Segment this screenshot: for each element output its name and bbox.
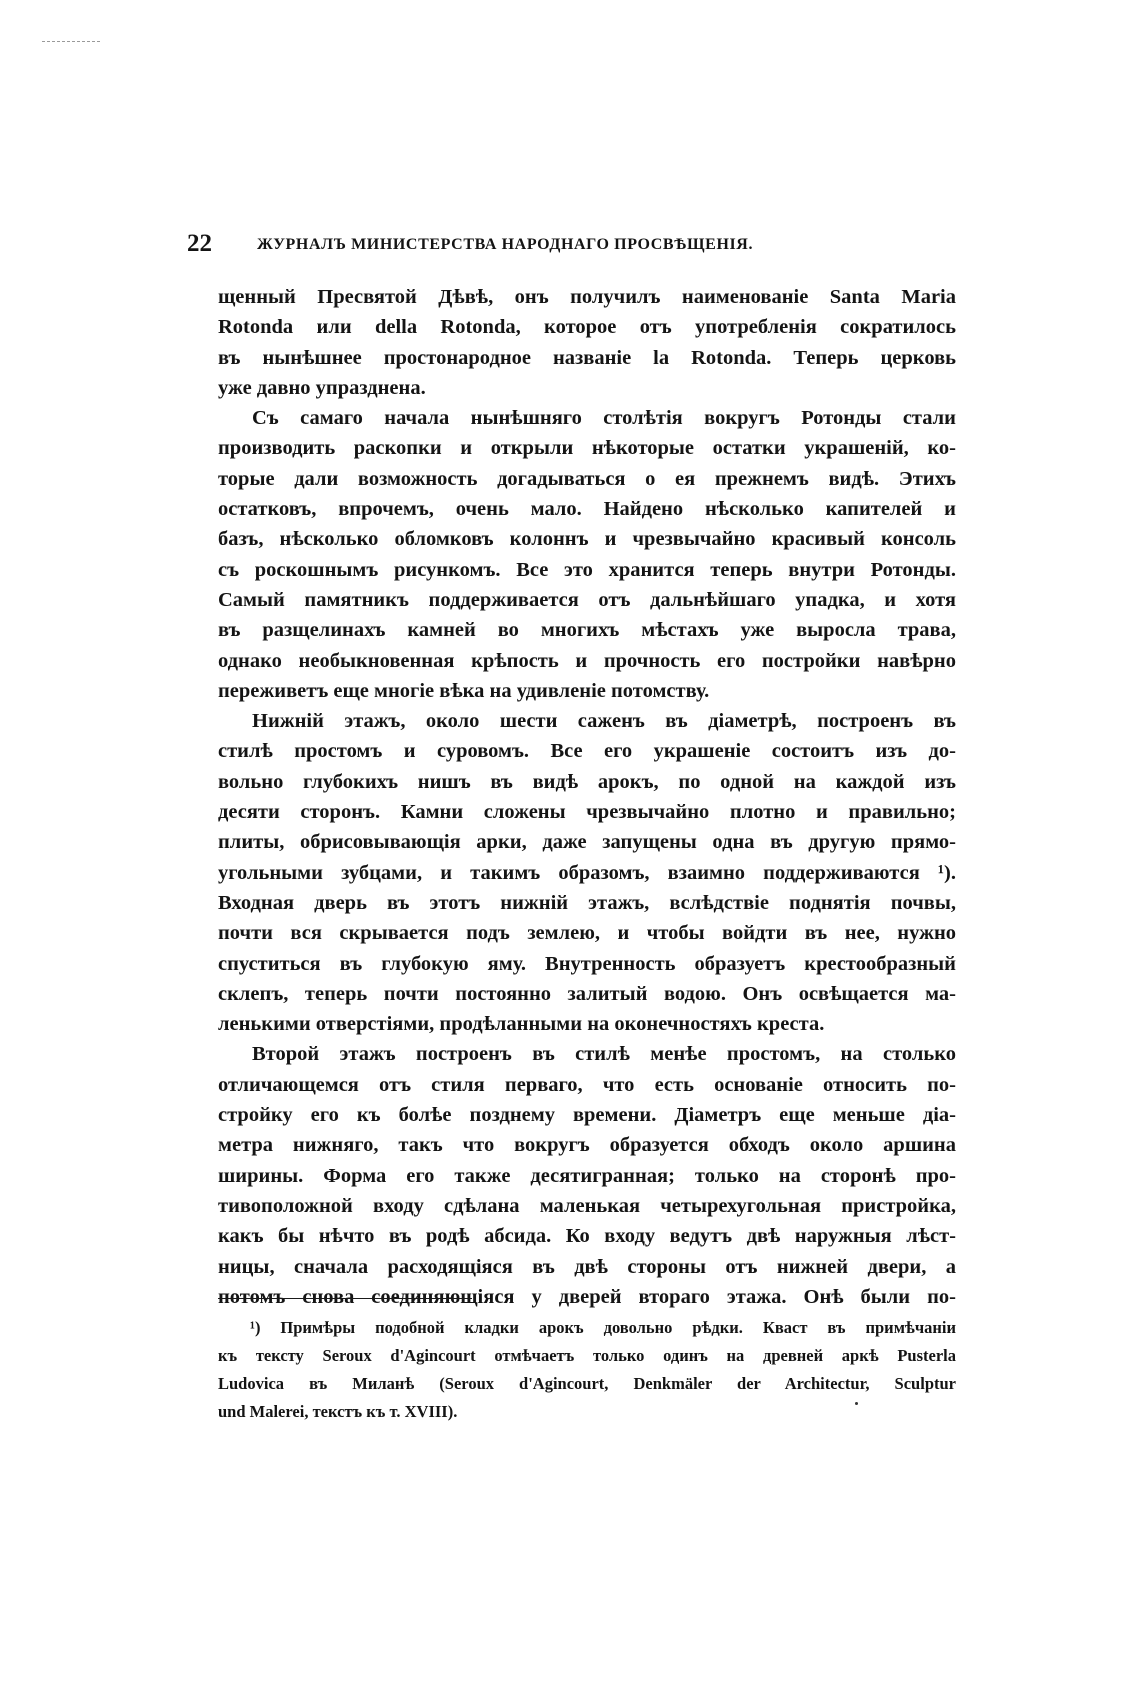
text-line: плиты, обрисовывающія арки, даже запущены одна въ другую прямо- [218, 831, 956, 854]
text-line: Второй этажъ построенъ въ стилѣ менѣе простомъ, на столько [252, 1043, 956, 1066]
text-line: Rotonda или della Rotonda, которое отъ употребленія сократилось [218, 316, 956, 339]
footnote-line: ¹) Примѣры подобной кладки арокъ довольно рѣдки. Кваст въ примѣчаніи [250, 1318, 956, 1337]
text-line: потомъ снова соединяющіяся у дверей втораго этажа. Онѣ были по- [218, 1285, 956, 1308]
text-line: угольными зубцами, и такимъ образомъ, взаимно поддерживаются ¹). [218, 861, 956, 884]
text-line: отличающемся отъ стиля перваго, что есть основаніе относить по- [218, 1073, 956, 1096]
text-line: въ разщелинахъ камней во многихъ мѣстахъ уже выросла трава, [218, 619, 956, 642]
main-text [218, 282, 956, 1312]
text-line: стилѣ простомъ и суровомъ. Все его украшеніе состоитъ изъ до- [218, 740, 956, 763]
footnote-line: къ тексту Seroux d'Agincourt отмѣчаетъ только одинъ на древней аркѣ Pusterla [218, 1346, 956, 1365]
journal-title: ЖУРНАЛЪ МИНИСТЕРСТВА НАРОДНАГО ПРОСВѢЩЕНІЯ. [257, 236, 754, 253]
text-line: ширины. Форма его также десятигранная; только на сторонѣ про- [218, 1164, 956, 1187]
text-line: щенный Пресвятой Дѣвѣ, онъ получилъ наименованіе Santa Maria [218, 286, 956, 308]
ink-speck [855, 1402, 858, 1405]
footnote-line: Ludovica въ Миланѣ (Seroux d'Agincourt, Denkmäler der Architectur, Sculptur [218, 1374, 956, 1393]
text-line: метра нижняго, такъ что вокругъ образуется обходъ около аршина [218, 1134, 956, 1157]
text-line: переживетъ еще многіе вѣка на удивленіе потомству. [218, 679, 710, 702]
footnote-divider [218, 1298, 472, 1299]
running-head [187, 226, 957, 262]
text-line: вольно глубокихъ нишъ въ видѣ арокъ, по одной на каждой изъ [218, 770, 956, 793]
text-line: почти вся скрывается подъ землею, и чтобы войдти въ нее, нужно [218, 922, 956, 945]
text-line: спуститься въ глубокую яму. Внутренность образуетъ крестообразный [218, 952, 956, 975]
text-line: однако необыкновенная крѣпость и прочность его постройки навѣрно [218, 649, 956, 672]
text-line: уже давно упразднена. [218, 376, 426, 399]
text-line: ленькими отверстіями, продѣланными на оконечностяхъ креста. [218, 1013, 825, 1036]
text-line: съ роскошнымъ рисункомъ. Все это хранится теперь внутри Ротонды. [218, 558, 956, 581]
text-line: стройку его къ болѣе позднему времени. Діаметръ еще меньше діа- [218, 1104, 956, 1127]
text-line: въ нынѣшнее простонародное названіе la Rotonda. Теперь церковь [218, 346, 956, 369]
text-line: тивоположной входу сдѣлана маленькая четырехугольная пристройка, [218, 1194, 956, 1217]
text-line: производить раскопки и открыли нѣкоторые остатки украшеній, ко- [218, 437, 956, 460]
text-line: торые дали возможность догадываться о ея прежнемъ видѣ. Этихъ [218, 467, 956, 490]
page-number: 22 [187, 230, 212, 257]
text-line: Съ самаго начала нынѣшняго столѣтія вокругъ Ротонды стали [252, 407, 956, 430]
text-line: склепъ, теперь почти постоянно залитый водою. Онъ освѣщается ма- [218, 982, 956, 1005]
text-line: Самый памятникъ поддерживается отъ дальнѣйшаго упадка, и хотя [218, 588, 956, 611]
text-line: остатковъ, впрочемъ, очень мало. Найдено нѣсколько капителей и [218, 498, 956, 521]
text-line: базъ, нѣсколько обломковъ колоннъ и чрезвычайно красивый консоль [218, 528, 956, 551]
footnote-line: und Malerei, текстъ къ т. XVIII). [218, 1402, 458, 1421]
text-line: какъ бы нѣчто въ родѣ абсида. Ко входу ведутъ двѣ наружныя лѣст- [218, 1225, 956, 1248]
text-line: Нижній этажъ, около шести саженъ въ діаметрѣ, построенъ въ [252, 710, 956, 733]
text-line: Входная дверь въ этотъ нижній этажъ, вслѣдствіе поднятія почвы, [218, 891, 956, 914]
text-line: десяти сторонъ. Камни сложены чрезвычайно плотно и правильно; [218, 801, 956, 824]
text-line: ницы, сначала расходящіяся въ двѣ стороны отъ нижней двери, а [218, 1255, 956, 1278]
footnote [218, 1314, 956, 1426]
